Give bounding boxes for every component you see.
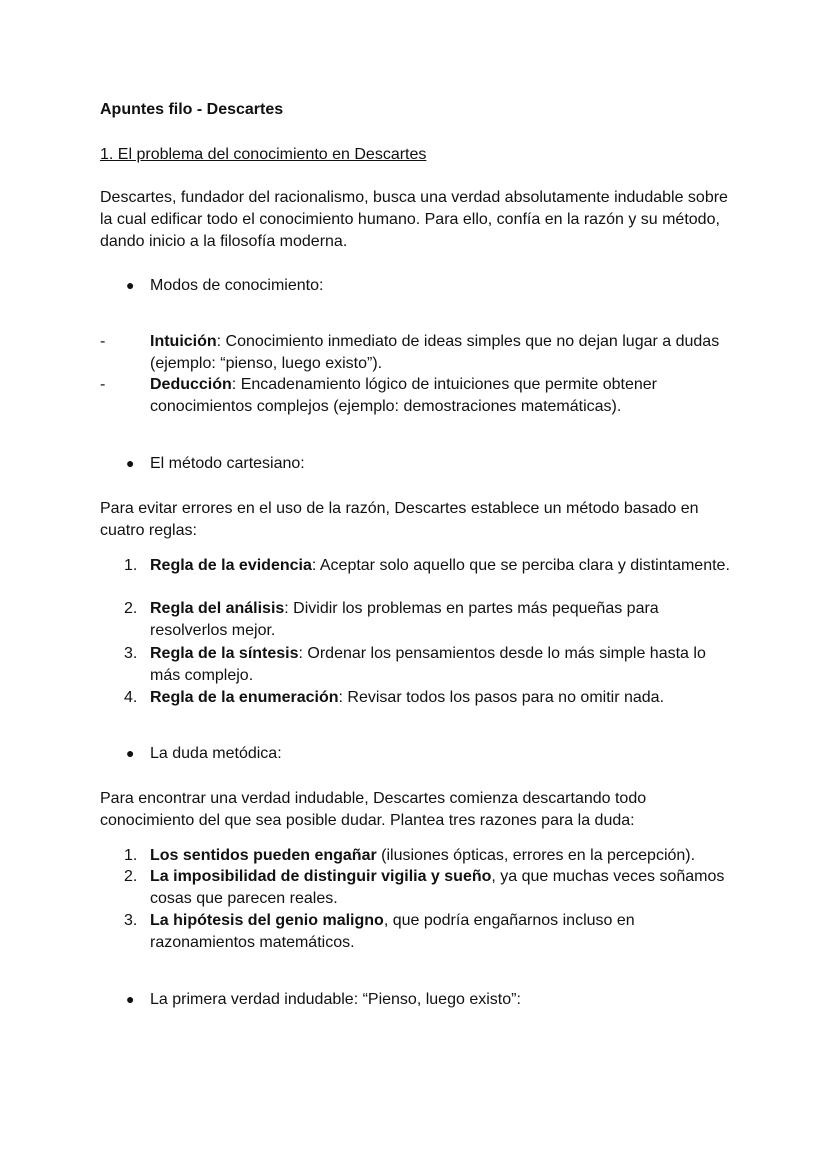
list-item: 4. Regla de la enumeración: Revisar todos los pasos para no omitir nada. [124, 689, 665, 706]
bullet-icon: ● [126, 277, 135, 293]
document-title: Apuntes filo - Descartes [100, 101, 284, 118]
metodo-paragraph: Para evitar errores en el uso de la razón, Descartes establece un método basado en cuatro reglas: [100, 500, 699, 539]
list-item: 3. Regla de la síntesis: Ordenar los pensamientos desde lo más simple hasta lo más complejo. [124, 645, 706, 684]
section-heading: 1. El problema del conocimiento en Descartes [100, 146, 427, 163]
document-page: Apuntes filo - Descartes 1. El problema del conocimiento en Descartes Descartes, fundador del racionalismo, busca una verdad absolutamente indudable sobre la cual edificar todo el conocimiento humano. Para ello, confía en la razón y su método, dando inicio a la filosofía moderna. ● Modos de conocimiento: - Intuición: Conocimiento inmediato de ideas simples que no dejan lugar a dudas (ejemplo: “pienso, luego existo”). - Deducción: Encadenamiento lógico de intuiciones que permite obtener conocimientos complejos (ejemplo: demostraciones matemáticas). ● El método cartesiano: Para evitar errores en el uso de la razón, Descartes establece un método basado en cuatro reglas: 1. Regla de la evidencia: Aceptar solo aquello que se perciba clara y distintamente. 2. Regla del análisis: Dividir los problemas en partes más pequeñas para resolverlos mejor. 3. Regla de la síntesis: Ordenar los pensamientos desde lo más simple hasta lo más complejo. 4. Regla de la enumeración: Revisar todos los pasos para no omitir nada. ● La duda metódica: Para encontrar una verdad indudable, Descartes comienza descartando todo conocimiento del que sea posible dudar. Plantea tres razones para la duda: 1. Los sentidos pueden engañar (ilusiones ópticas, errores en la percepción). 2. La imposibilidad de distinguir vigilia y sueño, ya que muchas veces soñamos cosas que parecen reales. 3. La hipótesis del genio maligno, que podría engañarnos incluso en razonamientos matemáticos. ● La primera verdad indudable: “Pienso, luego existo”: [0, 0, 828, 1169]
duda-paragraph: Para encontrar una verdad indudable, Descartes comienza descartando todo conocimiento del que sea posible dudar. Plantea tres razones para la duda: [100, 790, 647, 829]
bullet-icon: ● [126, 991, 135, 1007]
bullet-icon: ● [126, 455, 135, 471]
list-item: - Deducción: Encadenamiento lógico de intuiciones que permite obtener conocimientos complejos (ejemplo: demostraciones matemáticas). [100, 376, 657, 415]
list-item: 1. Los sentidos pueden engañar (ilusiones ópticas, errores en la percepción). [124, 847, 696, 864]
list-item: 1. Regla de la evidencia: Aceptar solo aquello que se perciba clara y distintamente. [124, 557, 730, 574]
list-item: - Intuición: Conocimiento inmediato de ideas simples que no dejan lugar a dudas (ejemplo: “pienso, luego existo”). [100, 333, 720, 372]
list-item: 2. Regla del análisis: Dividir los problemas en partes más pequeñas para resolverlos mejor. [124, 600, 659, 639]
list-item: 3. La hipótesis del genio maligno, que podría engañarnos incluso en razonamientos matemáticos. [124, 912, 635, 951]
bullet-icon: ● [126, 745, 135, 761]
list-item: 2. La imposibilidad de distinguir vigilia y sueño, ya que muchas veces soñamos cosas que parecen reales. [124, 868, 725, 907]
intro-paragraph: Descartes, fundador del racionalismo, busca una verdad absolutamente indudable sobre la cual edificar todo el conocimiento humano. Para ello, confía en la razón y su método, dando inicio a la filosofía moderna. [100, 189, 728, 250]
